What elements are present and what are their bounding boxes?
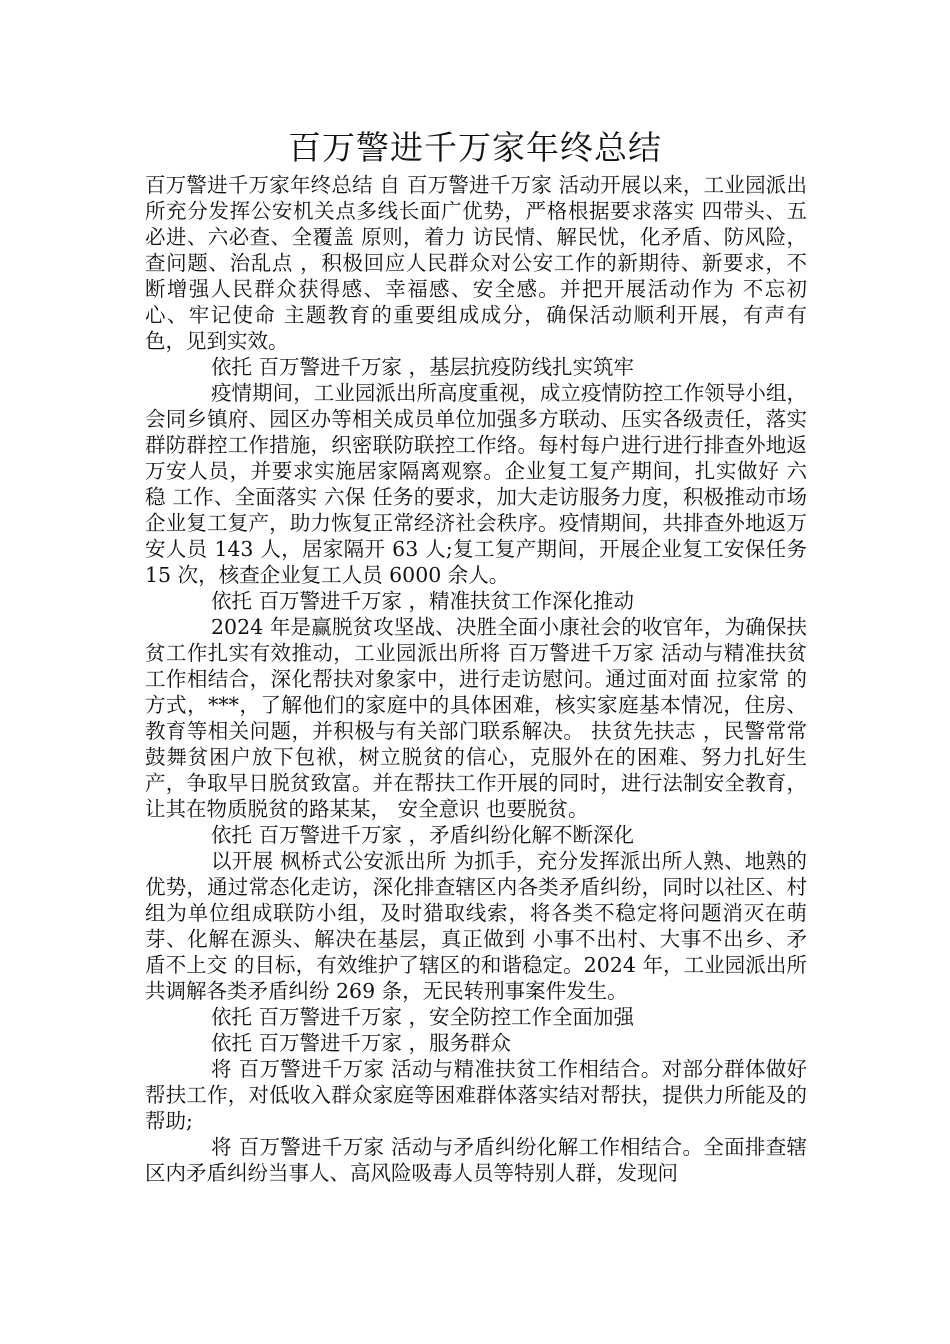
paragraph-3: 2024 年是赢脱贫攻坚战、决胜全面小康社会的收官年，为确保扶贫工作扎实有效推动，工业园派出所将 百万警进千万家 活动与精准扶贫工作相结合，深化帮扶对象家中，进行走访慰问。通过面对面 拉家常 的方式，***，了解他们的家庭中的具体困难，核实家庭基本情况，住房、教育等相关问题，并积极与有关部门联系解决。 扶贫先扶志 ，民警常常鼓舞贫困户放下包袱，树立脱贫的信心，克服外在的困难、努力扎好生产，争取早日脱贫致富。并在帮扶工作开展的同时，进行法制安全教育，让其在物质脱贫的路某某， 安全意识 也要脱贫。	[145, 615, 807, 821]
section-heading-4: 依托 百万警进千万家 ，安全防控工作全面加强	[211, 1005, 635, 1029]
paragraph-2: 疫情期间，工业园派出所高度重视，成立疫情防控工作领导小组，会同乡镇府、园区办等相关成员单位加强多方联动、压实各级责任，落实群防群控工作措施，织密联防联控工作络。每村每户进行进行排查外地返万安人员，并要求实施居家隔离观察。企业复工复产期间，扎实做好 六稳 工作、全面落实 六保 任务的要求，加大走访服务力度，积极推动市场企业复工复产，助力恢复正常经济社会秩序。疫情期间，共排查外地返万安人员 143 人，居家隔开 63 人;复工复产期间，开展企业复工安保任务 15 次，核查企业复工人员 6000 余人。	[145, 381, 807, 587]
section-heading-5: 依托 百万警进千万家 ，服务群众	[211, 1031, 512, 1055]
section-heading-3: 依托 百万警进千万家 ，矛盾纠纷化解不断深化	[211, 823, 635, 847]
paragraph-6: 将 百万警进千万家 活动与矛盾纠纷化解工作相结合。全面排查辖区内矛盾纠纷当事人、高风险吸毒人员等特别人群，发现问	[145, 1135, 807, 1185]
paragraph-4: 以开展 枫桥式公安派出所 为抓手，充分发挥派出所人熟、地熟的优势，通过常态化走访，深化排查辖区内各类矛盾纠纷，同时以社区、村组为单位组成联防小组，及时猎取线索，将各类不稳定将问题消灭在萌芽、化解在源头、解决在基层，真正做到 小事不出村、大事不出乡、矛盾不上交 的目标，有效维护了辖区的和谐稳定。2024 年，工业园派出所共调解各类矛盾纠纷 269 条，无民转刑事案件发生。	[145, 849, 807, 1003]
paragraph-5: 将 百万警进千万家 活动与精准扶贫工作相结合。对部分群体做好帮扶工作，对低收入群众家庭等困难群体落实结对帮扶，提供力所能及的帮助;	[145, 1057, 807, 1133]
document-title: 百万警进千万家年终总结	[288, 128, 662, 167]
document-body	[145, 172, 807, 1186]
section-heading-2: 依托 百万警进千万家 ，精准扶贫工作深化推动	[211, 589, 635, 613]
paragraph-1: 百万警进千万家年终总结 自 百万警进千万家 活动开展以来，工业园派出所充分发挥公安机关点多线长面广优势，严格根据要求落实 四带头、五必进、六必查、全覆盖 原则，着力 访民情、解民忧，化矛盾、防风险，查问题、治乱点 ，积极回应人民群众对公安工作的新期待、新要求，不断增强人民群众获得感、幸福感、安全感。并把开展活动作为 不忘初心、牢记使命 主题教育的重要组成成分，确保活动顺利开展，有声有色，见到实效。	[145, 173, 807, 353]
section-heading-1: 依托 百万警进千万家 ，基层抗疫防线扎实筑牢	[211, 355, 635, 379]
